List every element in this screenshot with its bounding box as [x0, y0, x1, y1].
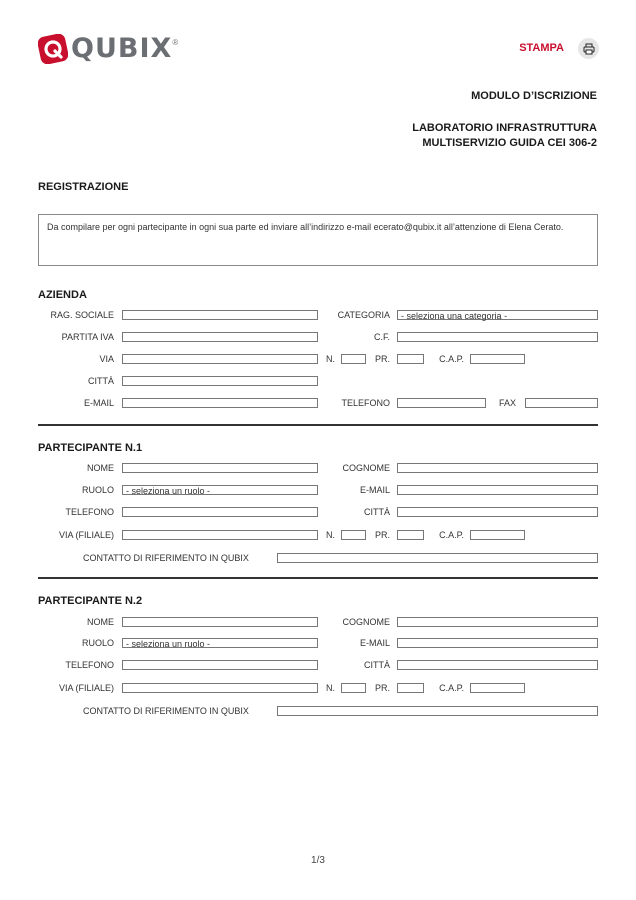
fax-input[interactable] [525, 398, 598, 408]
company-title: AZIENDA [38, 289, 87, 301]
cf-input[interactable] [397, 332, 598, 342]
participant-2-title: PARTECIPANTE N.2 [38, 595, 143, 607]
p2-email-label: E-MAIL [359, 638, 390, 648]
p1-nome-label: NOME [87, 463, 114, 473]
cap-label: C.A.P. [439, 354, 464, 364]
p2-telefono-input[interactable] [122, 660, 318, 670]
printer-icon [583, 43, 595, 55]
p2-pr-input[interactable] [397, 683, 424, 693]
p1-citta-label: CITTÀ [364, 507, 390, 517]
pr-input[interactable] [397, 354, 424, 364]
p2-pr-label: PR. [374, 683, 390, 693]
telefono-label: TELEFONO [341, 398, 390, 408]
p2-cap-label: C.A.P. [439, 683, 464, 693]
p2-cognome-label: COGNOME [342, 617, 390, 627]
categoria-select[interactable]: - seleziona una categoria - [397, 310, 598, 320]
print-label[interactable]: STAMPA [519, 42, 564, 54]
p2-contatto-input[interactable] [277, 706, 598, 716]
n-label: N. [326, 354, 335, 364]
p1-cap-input[interactable] [470, 530, 525, 540]
p1-cap-label: C.A.P. [439, 530, 464, 540]
registration-title: REGISTRAZIONE [38, 181, 129, 193]
rag-sociale-label: RAG. SOCIALE [50, 310, 114, 320]
citta-input[interactable] [122, 376, 318, 386]
partita-iva-label: PARTITA IVA [61, 332, 114, 342]
cap-input[interactable] [470, 354, 525, 364]
p2-n-label: N. [326, 683, 335, 693]
p2-citta-input[interactable] [397, 660, 598, 670]
p1-ruolo-select[interactable]: - seleziona un ruolo - [122, 485, 318, 495]
qubix-logo-icon [38, 34, 68, 64]
email-label: E-MAIL [83, 398, 114, 408]
telefono-input[interactable] [397, 398, 486, 408]
print-button[interactable] [578, 38, 599, 59]
via-input[interactable] [122, 354, 318, 364]
p1-pr-label: PR. [374, 530, 390, 540]
p2-cognome-input[interactable] [397, 617, 598, 627]
p2-nome-label: NOME [87, 617, 114, 627]
p2-email-input[interactable] [397, 638, 598, 648]
p1-email-label: E-MAIL [359, 485, 390, 495]
p2-via-input[interactable] [122, 683, 318, 693]
p1-email-input[interactable] [397, 485, 598, 495]
section-divider [38, 577, 598, 579]
rag-sociale-input[interactable] [122, 310, 318, 320]
cf-label: C.F. [373, 332, 390, 342]
p2-cap-input[interactable] [470, 683, 525, 693]
p2-citta-label: CITTÀ [364, 660, 390, 670]
partita-iva-input[interactable] [122, 332, 318, 342]
p1-via-label: VIA (FILIALE) [58, 530, 114, 540]
citta-label: CITTÀ [88, 376, 114, 386]
n-input[interactable] [341, 354, 366, 364]
p2-ruolo-label: RUOLO [81, 638, 114, 648]
p1-nome-input[interactable] [122, 463, 318, 473]
p2-n-input[interactable] [341, 683, 366, 693]
p1-cognome-input[interactable] [397, 463, 598, 473]
p1-n-input[interactable] [341, 530, 366, 540]
p1-contatto-label: CONTATTO DI RIFERIMENTO IN QUBIX [83, 553, 249, 563]
p1-via-input[interactable] [122, 530, 318, 540]
form-title: MODULO D’ISCRIZIONE [471, 90, 597, 102]
p1-contatto-input[interactable] [277, 553, 598, 563]
p2-contatto-label: CONTATTO DI RIFERIMENTO IN QUBIX [83, 706, 249, 716]
qubix-logo [38, 34, 178, 64]
course-title-line1: LABORATORIO INFRASTRUTTURA [412, 122, 597, 134]
p2-telefono-label: TELEFONO [65, 660, 114, 670]
brand-name: QUBIX [71, 33, 173, 64]
p2-ruolo-select[interactable]: - seleziona un ruolo - [122, 638, 318, 648]
p2-via-label: VIA (FILIALE) [58, 683, 114, 693]
categoria-label: CATEGORIA [337, 310, 390, 320]
participant-1-title: PARTECIPANTE N.1 [38, 442, 143, 454]
p1-cognome-label: COGNOME [342, 463, 390, 473]
fax-label: FAX [498, 398, 516, 408]
registered-mark: ® [172, 38, 179, 47]
p1-telefono-label: TELEFONO [65, 507, 114, 517]
via-label: VIA [99, 354, 114, 364]
p1-ruolo-label: RUOLO [81, 485, 114, 495]
email-input[interactable] [122, 398, 318, 408]
page-number: 1/3 [311, 855, 325, 866]
p1-n-label: N. [326, 530, 335, 540]
course-title-line2: MULTISERVIZIO GUIDA CEI 306-2 [422, 137, 597, 149]
p2-nome-input[interactable] [122, 617, 318, 627]
p1-citta-input[interactable] [397, 507, 598, 517]
p1-telefono-input[interactable] [122, 507, 318, 517]
p1-pr-input[interactable] [397, 530, 424, 540]
registration-note: Da compilare per ogni partecipante in ogni sua parte ed inviare all’indirizzo e-mail ecerato@qubix.it all’attenzione di Elena Cerato. [38, 214, 598, 266]
section-divider [38, 424, 598, 426]
pr-label: PR. [374, 354, 390, 364]
